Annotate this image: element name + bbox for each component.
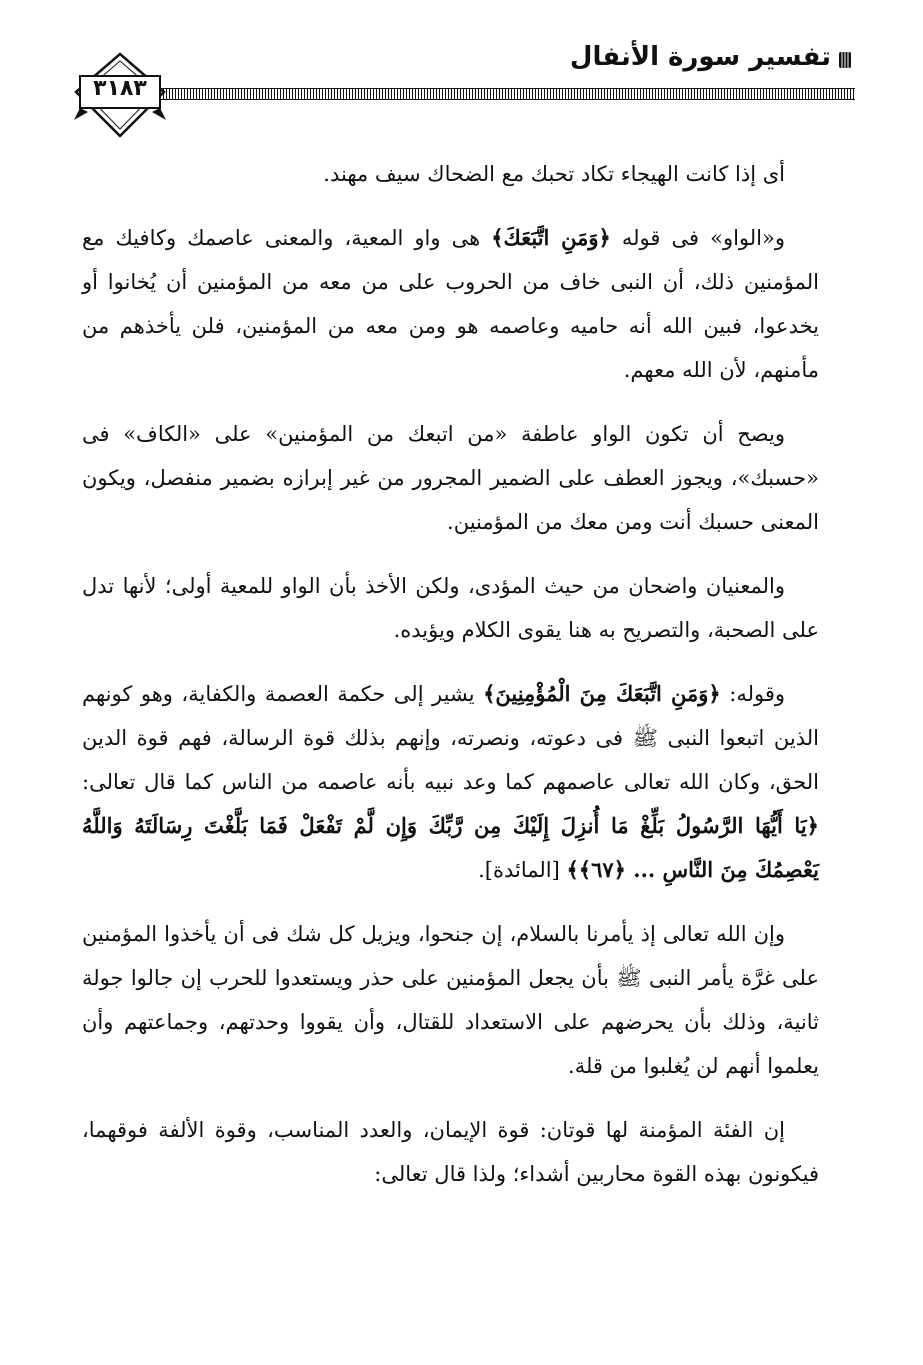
paragraph-2-text: هى واو المعية، والمعنى عاصمك وكافيك مع المؤمنين ذلك، أن النبى خاف من الحروب على من معه من المؤمنين أن يُخانوا أو يخدعوا، فبين الله أنه حاميه وعاصمه هو ومن معه من المؤمنين، فلن يأخذهم من مأمنهم، لأن الله معهم. xyxy=(82,226,819,382)
paragraph-5 xyxy=(82,672,819,892)
paragraph-3: ويصح أن تكون الواو عاطفة «من اتبعك من المؤمنين» على «الكاف» فى «حسبك»، ويجوز العطف على الضمير المجرور من غير إبرازه بضمير منفصل، ويكون المعنى حسبك أنت ومن معك من المؤمنين. xyxy=(82,422,819,534)
paragraph-5-text: يشير إلى حكمة العصمة والكفاية، وهو كونهم الذين اتبعوا النبى ﷺ فى دعوته، ونصرته، وإنهم بذلك قوة الرسالة، فهم قوة الدين الحق، وكان الله تعالى عاصمهم كما وعد نبيه بأنه عاصمه من الناس كما قال تعالى: xyxy=(82,682,819,794)
paragraph-2 xyxy=(82,216,819,392)
title-ornament-icon xyxy=(837,50,853,70)
paragraph-1: أى إذا كانت الهيجاء تكاد تحبك مع الضحاك سيف مهند. xyxy=(323,162,785,186)
quran-quote: ﴿وَمَنِ اتَّبَعَكَ﴾ xyxy=(491,225,611,250)
paragraph-2-intro: و«الواو» فى قوله xyxy=(610,226,785,250)
page-header xyxy=(0,0,923,150)
quran-quote: ﴿وَمَنِ اتَّبَعَكَ مِنَ الْمُؤْمِنِينَ﴾ xyxy=(483,681,721,706)
paragraph-7: إن الفئة المؤمنة لها قوتان: قوة الإيمان، والعدد المناسب، وقوة الألفة فوقهما، فيكونون بهذه القوة محاربين أشداء؛ ولذا قال تعالى: xyxy=(82,1118,819,1186)
page-body xyxy=(82,150,819,1216)
paragraph-5-intro: وقوله: xyxy=(720,682,786,706)
paragraph-6: وإن الله تعالى إذ يأمرنا بالسلام، إن جنحوا، ويزيل كل شك فى أن يأخذوا المؤمنين على غرَّة يأمر النبى ﷺ بأن يجعل المؤمنين على حذر ويستعدوا للحرب إن جالوا جولة ثانية، وذلك بأن يحرضهم على الاستعداد للقتال، وأن يقووا وحدتهم، وجماعتهم وأن يعلموا أنهم لن يُغلبوا من قلة. xyxy=(82,922,819,1078)
surah-reference: [المائدة]. xyxy=(478,858,567,882)
paragraph-4: والمعنيان واضحان من حيث المؤدى، ولكن الأخذ بأن الواو للمعية أولى؛ لأنها تدل على الصحبة، والتصريح به هنا يقوى الكلام ويؤيده. xyxy=(82,574,819,642)
header-rule xyxy=(160,88,855,100)
page-number: ٣١٨٣ xyxy=(93,76,147,101)
quran-quote: ﴿يَا أَيُّهَا الرَّسُولُ بَلِّغْ مَا أُنزِلَ إِلَيْكَ مِن رَّبِّكَ وَإِن لَّمْ تَفْعَلْ فَمَا بَلَّغْتَ رِسَالَتَهُ وَاللَّهُ يَعْصِمُكَ مِنَ النَّاسِ ... ﴿٦٧﴾﴾ xyxy=(82,813,819,882)
running-title: تفسير سورة الأنفال xyxy=(569,42,831,72)
